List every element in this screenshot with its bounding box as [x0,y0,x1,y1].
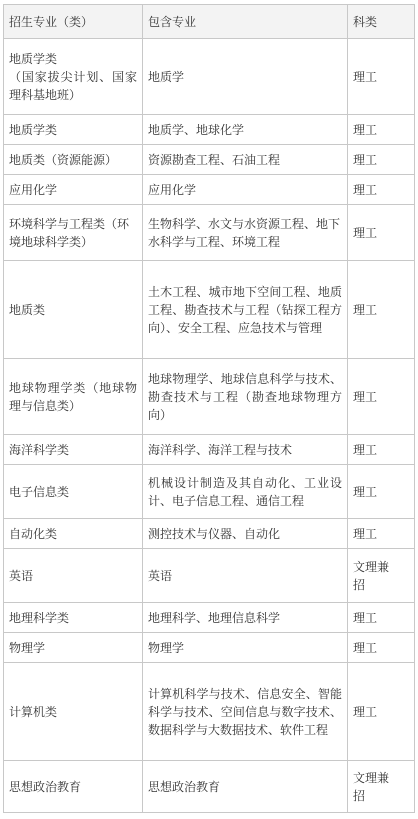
table-row [4,39,415,115]
cell-major: 思想政治教育 [4,761,143,813]
cell-category: 文理兼招 [348,761,415,813]
cell-major: 环境科学与工程类（环境地球科学类） [4,205,143,261]
cell-includes: 地球物理学、地球信息科学与技术、勘查技术与工程（勘查地球物理方向） [143,359,348,435]
cell-category: 理工 [348,175,415,205]
table-row [4,549,415,603]
cell-category: 理工 [348,39,415,115]
header-category: 科类 [348,5,415,39]
admissions-table-container [3,4,414,813]
cell-category: 理工 [348,359,415,435]
admissions-table [3,4,415,813]
cell-major: 地质学类 （国家拔尖计划、国家理科基地班） [4,39,143,115]
cell-includes: 机械设计制造及其自动化、工业设计、电子信息工程、通信工程 [143,465,348,519]
table-row [4,115,415,145]
cell-category: 理工 [348,145,415,175]
table-row [4,261,415,359]
cell-category: 理工 [348,261,415,359]
cell-major: 地质学类 [4,115,143,145]
table-row [4,519,415,549]
table-row [4,435,415,465]
table-header-row [4,5,415,39]
cell-category: 文理兼招 [348,549,415,603]
table-row [4,145,415,175]
cell-includes: 土木工程、城市地下空间工程、地质工程、勘查技术与工程（钻探工程方向）、安全工程、应急技术与管理 [143,261,348,359]
cell-category: 理工 [348,205,415,261]
header-major: 招生专业（类） [4,5,143,39]
cell-major: 英语 [4,549,143,603]
cell-category: 理工 [348,465,415,519]
table-row [4,205,415,261]
cell-major: 电子信息类 [4,465,143,519]
cell-includes: 地质学 [143,39,348,115]
cell-includes: 测控技术与仪器、自动化 [143,519,348,549]
table-row [4,603,415,633]
cell-category: 理工 [348,519,415,549]
cell-includes: 思想政治教育 [143,761,348,813]
cell-includes: 地理科学、地理信息科学 [143,603,348,633]
table-row [4,465,415,519]
cell-includes: 应用化学 [143,175,348,205]
table-row [4,633,415,663]
header-includes: 包含专业 [143,5,348,39]
cell-major: 应用化学 [4,175,143,205]
cell-major: 计算机类 [4,663,143,761]
cell-category: 理工 [348,663,415,761]
cell-includes: 计算机科学与技术、信息安全、智能科学与技术、空间信息与数字技术、数据科学与大数据技术、软件工程 [143,663,348,761]
cell-includes: 物理学 [143,633,348,663]
cell-major: 地质类（资源能源） [4,145,143,175]
cell-includes: 地质学、地球化学 [143,115,348,145]
cell-includes: 资源勘查工程、石油工程 [143,145,348,175]
cell-includes: 海洋科学、海洋工程与技术 [143,435,348,465]
table-row [4,359,415,435]
table-row [4,761,415,813]
cell-major: 地理科学类 [4,603,143,633]
table-row [4,175,415,205]
cell-major: 地质类 [4,261,143,359]
cell-major: 地球物理学类（地球物理与信息类） [4,359,143,435]
table-row [4,663,415,761]
cell-major: 海洋科学类 [4,435,143,465]
cell-major: 自动化类 [4,519,143,549]
cell-category: 理工 [348,435,415,465]
cell-major: 物理学 [4,633,143,663]
cell-includes: 生物科学、水文与水资源工程、地下水科学与工程、环境工程 [143,205,348,261]
cell-category: 理工 [348,603,415,633]
cell-includes: 英语 [143,549,348,603]
cell-category: 理工 [348,633,415,663]
cell-category: 理工 [348,115,415,145]
